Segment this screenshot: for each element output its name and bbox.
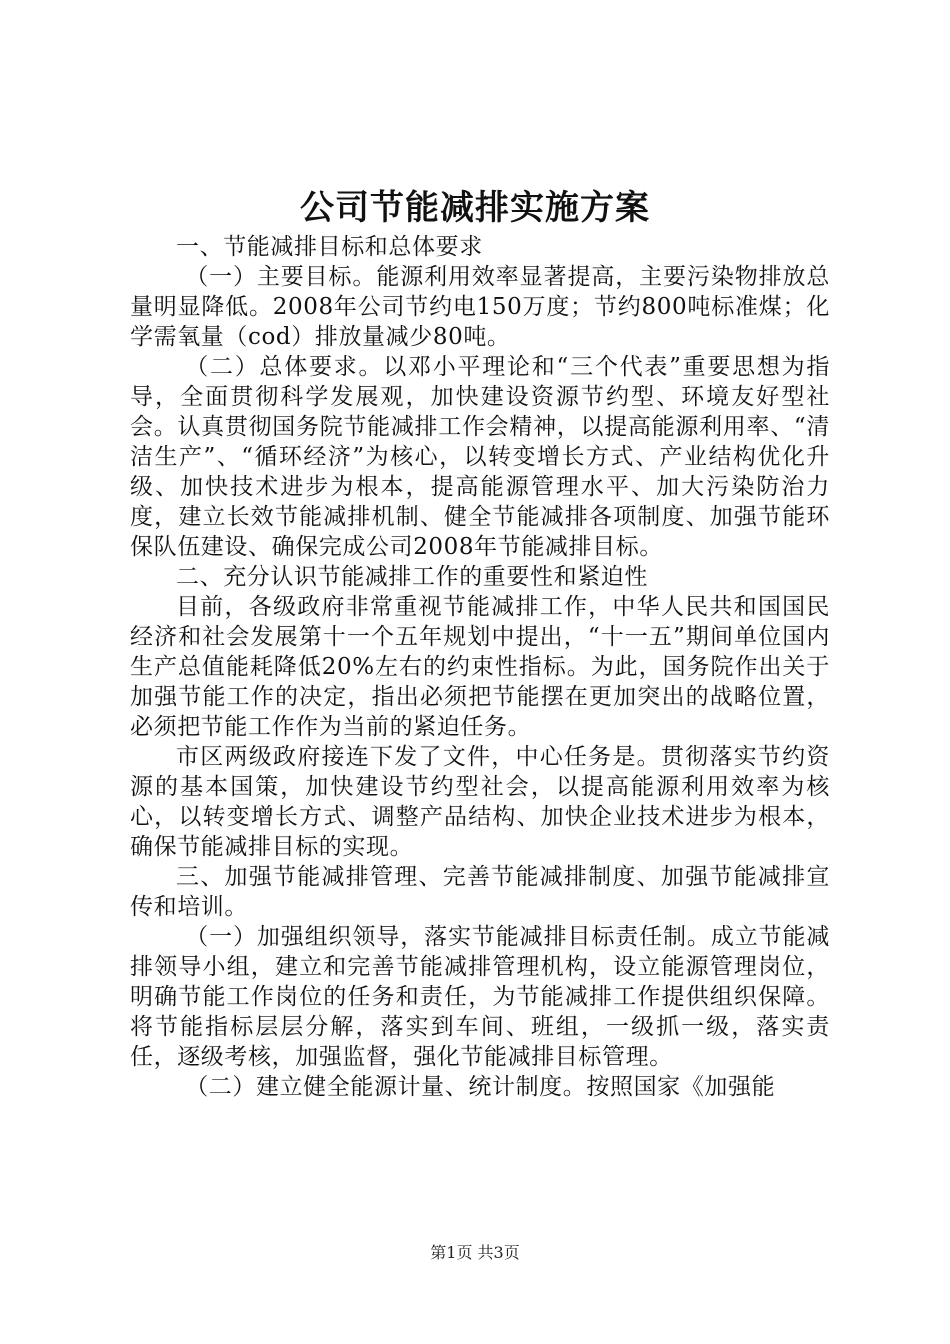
section-heading-2: 二、充分认识节能减排工作的重要性和紧迫性 bbox=[176, 564, 648, 590]
paragraph-organization: （一）加强组织领导，落实节能减排目标责任制。成立节能减排领导小组，建立和完善节能减排管理机构，设立能源管理岗位，明确节能工作岗位的任务和责任，为节能减排工作提供组织保障。将节能指标层层分解，落实到车间、班组，一级抓一级，落实责任，逐级考核，加强监督，强化节能减排目标管理。 bbox=[130, 924, 830, 1070]
paragraph-main-goal: （一）主要目标。能源利用效率显著提高，主要污染物排放总量明显降低。2008年公司节约电150万度；节约800吨标准煤；化学需氧量（cod）排放量减少80吨。 bbox=[130, 264, 830, 350]
document-title: 公司节能减排实施方案 bbox=[300, 188, 650, 228]
section-heading-1: 一、节能减排目标和总体要求 bbox=[176, 234, 483, 260]
paragraph-overall-requirements: （二）总体要求。以邓小平理论和“三个代表”重要思想为指导，全面贯彻科学发展观，加快建设资源节约型、环境友好型社会。认真贯彻国务院节能减排工作会精神，以提高能源利用率、“清洁生产”、“循环经济”为核心，以转变增长方式、产业结构优化升级、加快技术进步为根本，提高能源管理水平、加大污染防治力度，建立长效节能减排机制、健全节能减排各项制度、加强节能环保队伍建设、确保完成公司2008年节能减排目标。 bbox=[130, 354, 830, 560]
paragraph-government-documents: 市区两级政府接连下发了文件，中心任务是。贯彻落实节约资源的基本国策，加快建设节约型社会，以提高能源利用效率为核心，以转变增长方式、调整产品结构、加快企业技术进步为根本，确保节能减排目标的实现。 bbox=[130, 744, 830, 860]
page-number-footer: 第1页 共3页 bbox=[430, 1243, 520, 1262]
paragraph-importance: 目前，各级政府非常重视节能减排工作，中华人民共和国国民经济和社会发展第十一个五年规划中提出，“十一五”期间单位国内生产总值能耗降低20%左右的约束性指标。为此，国务院作出关于加强节能工作的决定，指出必须把节能摆在更加突出的战略位置，必须把节能工作作为当前的紧迫任务。 bbox=[130, 594, 830, 740]
section-heading-3: 三、加强节能减排管理、完善节能减排制度、加强节能减排宣传和培训。 bbox=[130, 864, 830, 920]
paragraph-metering: （二）建立健全能源计量、统计制度。按照国家《加强能 bbox=[185, 1074, 776, 1100]
document-body bbox=[130, 232, 830, 1102]
